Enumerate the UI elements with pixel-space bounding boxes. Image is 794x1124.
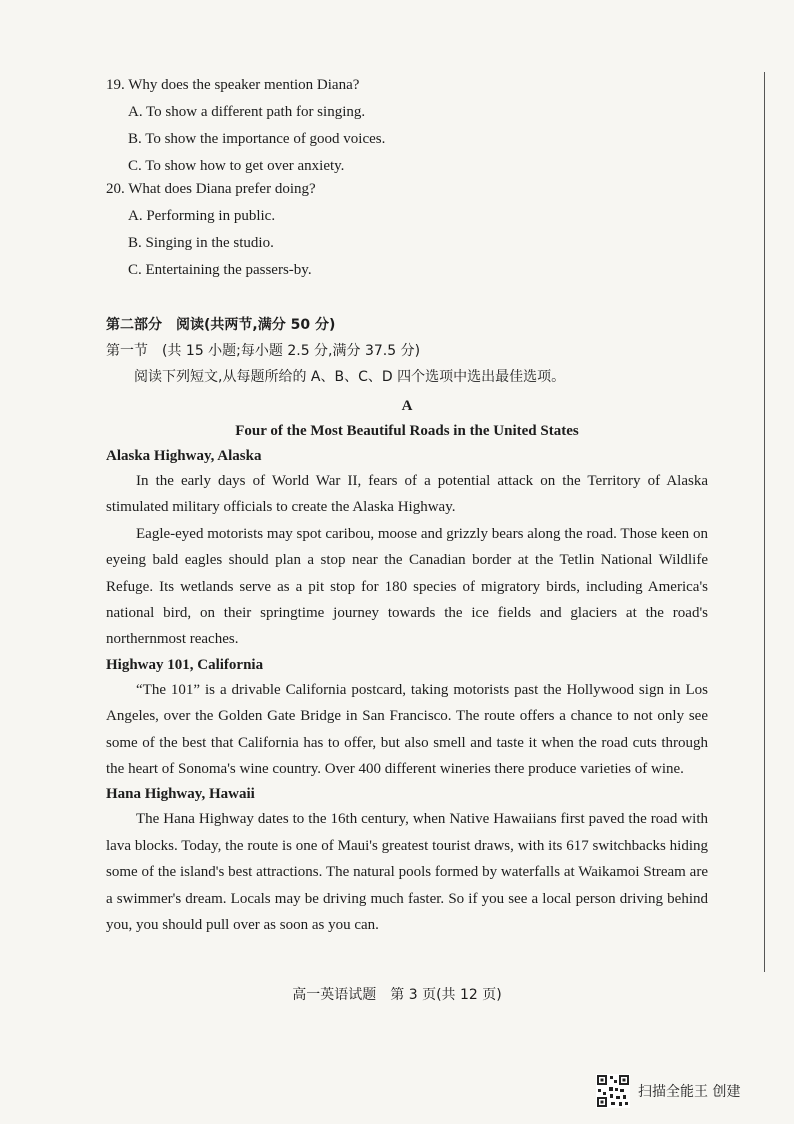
question-stem: 20. What does Diana prefer doing? bbox=[106, 181, 316, 197]
question-stem: 19. Why does the speaker mention Diana? bbox=[106, 77, 360, 93]
heading-hawaii: Hana Highway, Hawaii bbox=[106, 786, 255, 803]
option-c: C. Entertaining the passers-by. bbox=[128, 262, 312, 278]
margin-rule bbox=[764, 72, 765, 972]
option-a: A. Performing in public. bbox=[128, 208, 276, 224]
paragraph: “The 101” is a drivable California postcard, taking motorists past the Hollywood sign in Los Angeles, over the Golden Gate Bridge in San Francisco. The route offers a chance to not only see some of the best that California has to offer, but also smell and taste it when the road cuts through the heart of Sonoma's wine country. Over 400 different wineries there produce varieties of wine. bbox=[106, 681, 708, 778]
heading-alaska: Alaska Highway, Alaska bbox=[106, 448, 262, 464]
scanner-label: 扫描全能王 创建 bbox=[638, 1084, 741, 1100]
qr-code-icon bbox=[596, 1074, 630, 1108]
option-b: B. To show the importance of good voices. bbox=[128, 131, 386, 147]
section-header bbox=[106, 312, 708, 390]
passage-a bbox=[106, 394, 708, 939]
passage-letter: A bbox=[401, 398, 413, 414]
part-title: 第二部分 阅读(共两节,满分 50 分) bbox=[106, 317, 336, 333]
instruction: 阅读下列短文,从每题所给的 A、B、C、D 四个选项中选出最佳选项。 bbox=[134, 369, 566, 385]
question-19 bbox=[106, 72, 708, 180]
scanner-watermark bbox=[596, 1074, 740, 1108]
option-c: C. To show how to get over anxiety. bbox=[128, 158, 345, 174]
heading-california: Highway 101, California bbox=[106, 656, 264, 673]
passage-title: Four of the Most Beautiful Roads in the United States bbox=[235, 423, 579, 439]
question-20 bbox=[106, 176, 708, 284]
paragraph: In the early days of World War II, fears of a potential attack on the Territory of Alaska stimulated military officials to create the Alaska Highway. bbox=[106, 473, 708, 516]
page-footer: 高一英语试题 第 3 页(共 12 页) bbox=[292, 987, 502, 1003]
paragraph: Eagle-eyed motorists may spot caribou, moose and grizzly bears along the road. Those keen on eyeing bald eagles should plan a stop near the Canadian border at the Tetlin National Wildlife Refuge. Its wetlands serve as a pit stop for 180 species of migratory birds, including America's national bird, on their springtime journey towards the ice fields and glaciers at the road's northernmost reaches. bbox=[106, 525, 708, 648]
option-a: A. To show a different path for singing. bbox=[128, 104, 366, 120]
option-b: B. Singing in the studio. bbox=[128, 235, 274, 251]
sub-title: 第一节 (共 15 小题;每小题 2.5 分,满分 37.5 分) bbox=[106, 343, 421, 359]
paragraph: The Hana Highway dates to the 16th century, when Native Hawaiians first paved the road with lava blocks. Today, the route is one of Maui's greatest tourist draws, with its 617 switchbacks hiding some of the island's best attractions. The natural pools formed by waterfalls at Waikamoi Stream are a swimmer's dream. Locals may be driving much faster. So if you see a local person driving behind you, you should pull over as soon as you can. bbox=[106, 811, 708, 934]
